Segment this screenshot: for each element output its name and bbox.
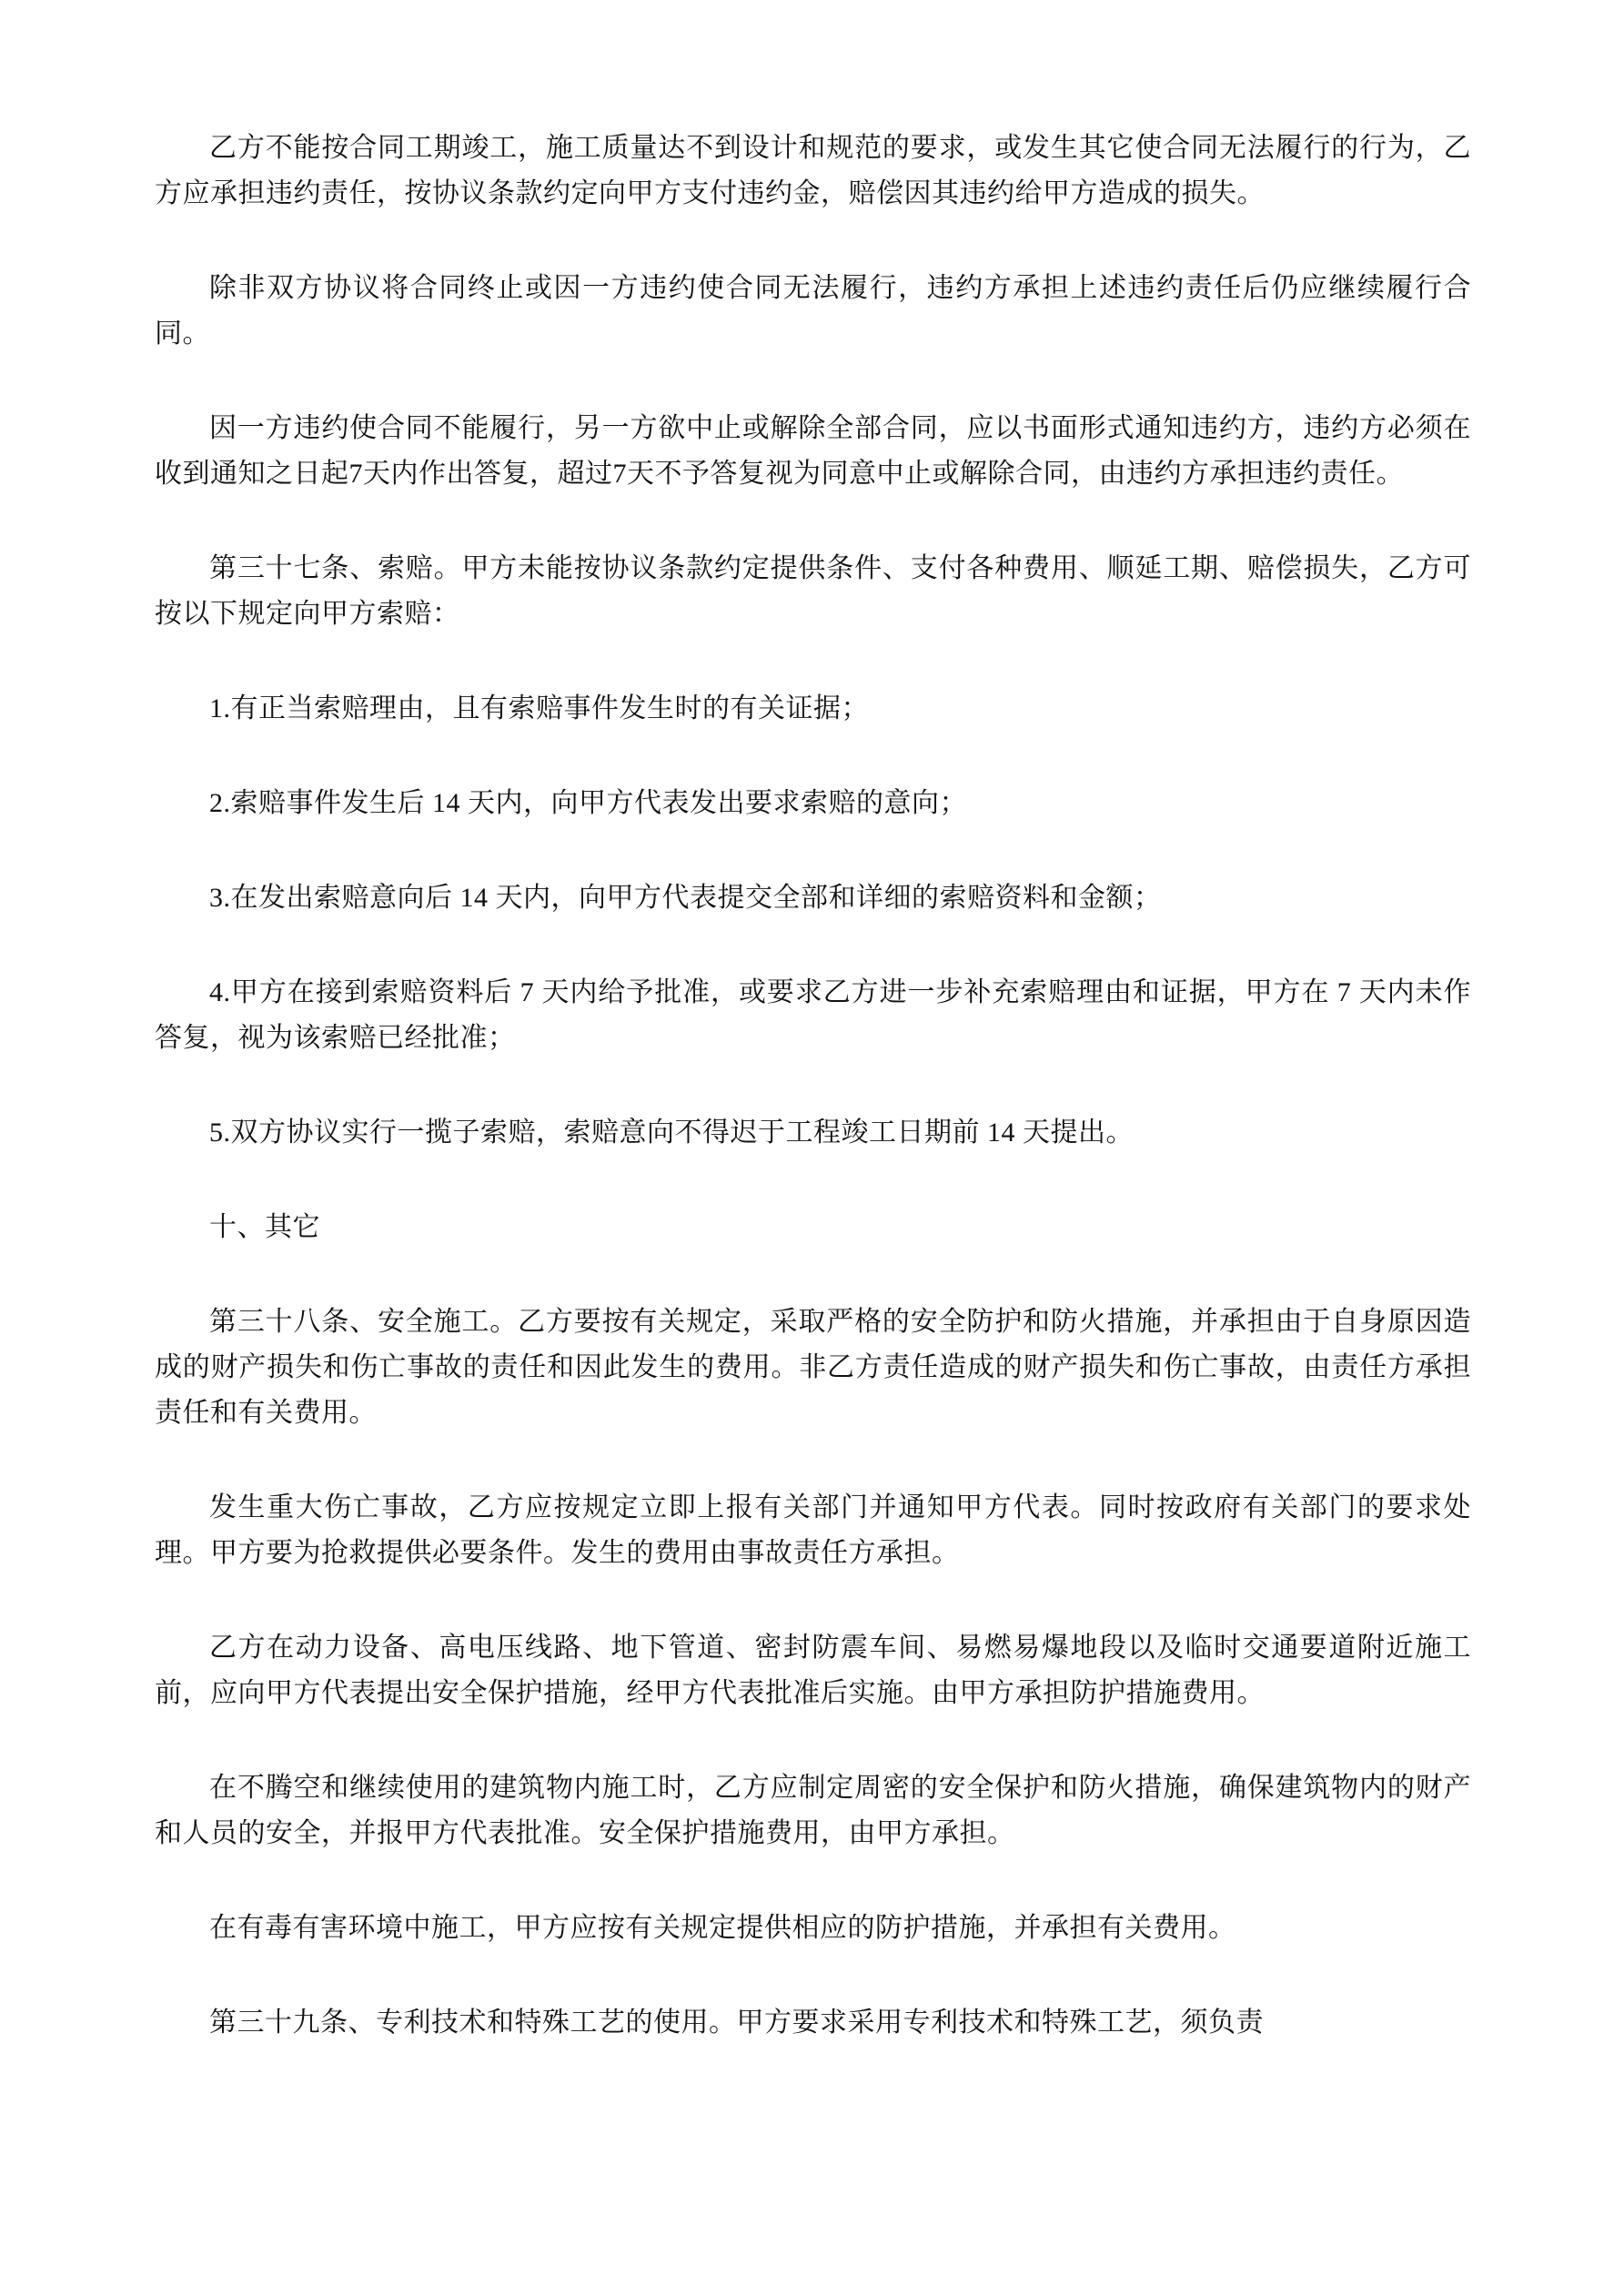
paragraph: 第三十八条、安全施工。乙方要按有关规定，采取严格的安全防护和防火措施，并承担由于自身原因造成的财产损失和伤亡事故的责任和因此发生的费用。非乙方责任造成的财产损失和伤亡事故，由责任方承担责任和有关费用。 [155,1307,1471,1428]
paragraph: 5.双方协议实行一揽子索赔，索赔意向不得迟于工程竣工日期前 14 天提出。 [209,1118,1134,1148]
paragraph: 4.甲方在接到索赔资料后 7 天内给予批准，或要求乙方进一步补充索赔理由和证据，甲方在 7 天内未作答复，视为该索赔已经批准； [155,977,1471,1053]
paragraph: 在不腾空和继续使用的建筑物内施工时，乙方应制定周密的安全保护和防火措施，确保建筑物内的财产和人员的安全，并报甲方代表批准。安全保护措施费用，由甲方承担。 [155,1773,1471,1848]
paragraph: 在有毒有害环境中施工，甲方应按有关规定提供相应的防护措施，并承担有关费用。 [209,1913,1236,1943]
paragraph: 因一方违约使合同不能履行，另一方欲中止或解除全部合同，应以书面形式通知违约方，违约方必须在收到通知之日起7天内作出答复，超过7天不予答复视为同意中止或解除合同，由违约方承担违约责任。 [155,413,1471,489]
paragraph: 乙方在动力设备、高电压线路、地下管道、密封防震车间、易燃易爆地段以及临时交通要道附近施工前，应向甲方代表提出安全保护措施，经甲方代表批准后实施。由甲方承担防护措施费用。 [155,1633,1471,1708]
paragraph: 1.有正当索赔理由，且有索赔事件发生时的有关证据； [209,693,869,723]
paragraph: 发生重大伤亡事故，乙方应按规定立即上报有关部门并通知甲方代表。同时按政府有关部门的要求处理。甲方要为抢救提供必要条件。发生的费用由事故责任方承担。 [155,1492,1471,1568]
paragraph: 3.在发出索赔意向后 14 天内，向甲方代表提交全部和详细的索赔资料和金额； [209,883,1162,913]
paragraph: 2.索赔事件发生后 14 天内，向甲方代表发出要求索赔的意向； [209,788,967,818]
paragraph: 第三十九条、专利技术和特殊工艺的使用。甲方要求采用专利技术和特殊工艺，须负责 [209,2008,1264,2038]
paragraph: 除非双方协议将合同终止或因一方违约使合同无法履行，违约方承担上述违约责任后仍应继续履行合同。 [155,273,1471,349]
paragraph: 第三十七条、索赔。甲方未能按协议条款约定提供条件、支付各种费用、顺延工期、赔偿损失，乙方可按以下规定向甲方索赔： [155,553,1471,629]
section-heading: 十、其它 [209,1212,320,1242]
paragraph: 乙方不能按合同工期竣工，施工质量达不到设计和规范的要求，或发生其它使合同无法履行的行为，乙方应承担违约责任，按协议条款约定向甲方支付违约金，赔偿因其违约给甲方造成的损失。 [155,133,1471,208]
